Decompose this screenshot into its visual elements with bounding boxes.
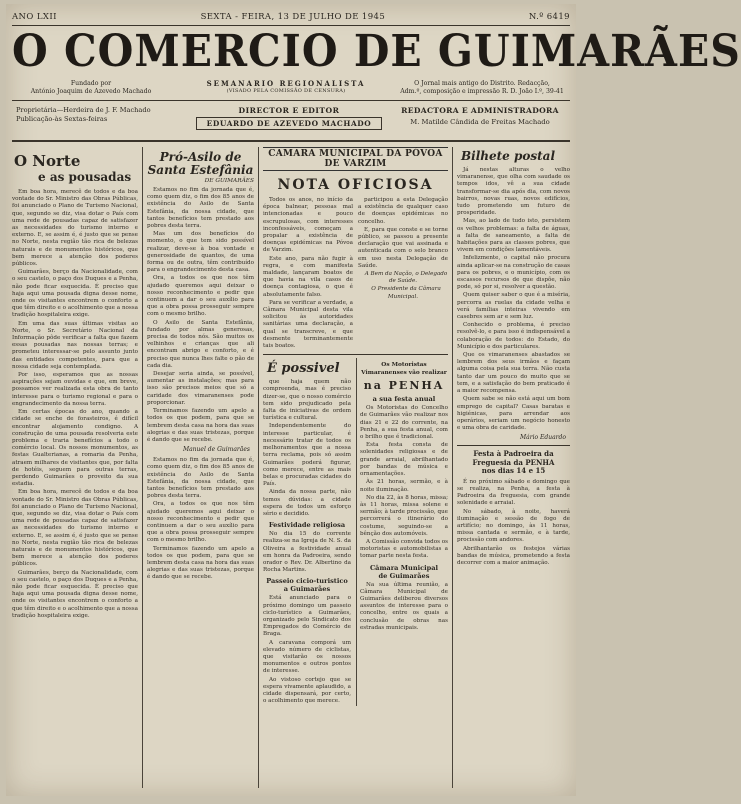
header-topline [12, 12, 570, 24]
camara-heading: CAMARA MUNICIPAL DA PÓVOA DE VARZIM [263, 147, 448, 171]
divider [263, 354, 448, 355]
penha-pre: Os Motoristas Vimaranenses vão realizar [361, 362, 447, 377]
office-line-2: Adm.º, composição e impressão R. D. João I.º, 39-41 [400, 87, 564, 95]
paragraph: Terminamos fazendo um apelo a todos os que podem, para que se lembrem desta casa na hora das suas alegrias e das suas tristezas, porque é dando que se recebe. [147, 545, 254, 581]
paragraph: Que os vimaranenses abastados se lembrem dos seus irmãos e façam alguma coisa pela sua terra. Não custa tanto dar um pouco do muito que se tem, e a satisfação do bem praticado é a maior recompensa. [457, 352, 570, 395]
paragraph: No dia 15 do corrente realiza-se na Igreja de N. S. da Oliveira a festividade anual em honra da Padroeira, sendo orador o Rev. Dr. Albertino da Rocha Martins. [263, 531, 351, 574]
column-divider [142, 147, 143, 788]
column-divider [258, 147, 259, 788]
paragraph: Esta festa consta de solenidades religiosas e de grande arraial, abrilhantado por bandas de música e ornamentações. [360, 442, 448, 478]
paragraph: Para se verificar a verdade, a Câmara Municipal desta vila solicitou às autoridades sanitárias uma declaração, a qual se transcreve, e que desmente terminantemente tais boatos. [263, 299, 353, 350]
penha-sub: a sua festa anual [372, 395, 436, 404]
paragraph: No sábado, à noite, haverá iluminação e sessão de fogo de artifício; no domingo, às 11 horas, missa cantada e sermão, e à tarde, procissão com andores. [457, 508, 570, 544]
director-name: EDUARDO DE AZEVEDO MACHADO [196, 117, 382, 130]
center-section [263, 147, 448, 790]
camara-gmr-line-1: Câmara Municipal [369, 563, 439, 572]
paragraph: Em certas épocas do ano, quando a cidade se enche de forasteiros, é difícil encontrar alojamento condigno. A construção de uma pousada resolveria este problema e traria benefícios a todo o comércio local. Os nossos monumentos, as festas Gualterianas, a romaria da Penha, atraem milhares de visitantes que, por falta de hotéis, seguem para outras terras, perdendo Guimarães o proveito da sua estadia. [12, 409, 138, 488]
passeio-title [263, 577, 351, 593]
bilhete-signature: Mário Eduardo [519, 434, 566, 442]
column-divider [452, 147, 453, 788]
asilo-signature: Manuel de Guimarães [182, 446, 250, 454]
paragraph: Quem sabe se não está aqui um bom emprego de capital? Casas baratas e higiénicas, para arrendar aos operários, seriam um negócio honesto e uma obra de caridade. [457, 396, 570, 432]
festa-title-line-2: Freguesia da PENHA [472, 457, 555, 467]
founder-block [16, 80, 166, 95]
passeio-body [263, 595, 351, 705]
paragraph: Ainda da nossa parte, não temos dúvidas: a cidade espera de todos um esforço sério e decidido. [263, 489, 351, 517]
festividade-body [263, 531, 351, 574]
norte-title-line-2: e as pousadas [38, 170, 132, 184]
paragraph: A caravana comporá um elevado número de ciclistas, que visitarão os nossos monumentos e outros pontos de interesse. [263, 639, 351, 675]
paragraph: Infelizmente, o capital não procura ainda aplicar-se na construção de casas para os pobres, e o município, com os escassos recursos de que dispõe, não pode, só por si, resolver a questão. [457, 255, 570, 291]
paragraph: O Asilo de Santa Estefânia, fundado por almas generosas, precisa de todos nós. São muitos os velhinhos e crianças que ali encontram abrigo e conforto, e é preciso que nunca lhes falte o pão de cada dia. [147, 319, 254, 369]
possivel-title: É possivel [267, 361, 340, 377]
founded-label: Fundado por [70, 80, 112, 87]
paragraph: Em uma das suas últimas visitas ao Norte, o Sr. Secretário Nacional da Informação pôde verificar a falta que fazem essas pousadas nas nossas terras; e prometeu interessar-se pelo assunto junto das entidades competentes, para que a nossa cidade seja contemplada. [12, 320, 138, 370]
divider [12, 140, 570, 142]
weekly-label: SEMANARIO REGIONALISTA [206, 79, 366, 88]
nota-body-left [263, 197, 353, 351]
norte-body [12, 189, 138, 620]
paragraph: Ao vistoso cortejo que se espera vivamente aplaudido, a cidade dispensará, por certo, o acolhimento que merece. [263, 676, 351, 705]
paragraph: Este ano, para não fugir à regra, e com manifesta maldade, lançaram boatos de que havia na vila casos de doença contagiosa, o que é absolutamente falso. [263, 255, 353, 298]
paragraph: participou a esta Delegação a existência de qualquer caso de doenças epidémicas no concelho. [358, 197, 448, 225]
asilo-body [147, 187, 254, 444]
office-line-1: O Jornal mais antigo do Distrito. Redacção, [414, 80, 550, 87]
festa-body [457, 479, 570, 567]
paragraph: Quem quiser saber o que é a miséria, percorra as ruelas da cidade velha e verá famílias inteiras vivendo em casebres sem ar e sem luz. [457, 292, 570, 321]
newspaper-page [6, 4, 741, 796]
lower-columns [263, 358, 448, 706]
year-label: ANO LXII [12, 12, 57, 22]
nota-columns [263, 197, 448, 351]
paragraph: Conhecido o problema, é preciso resolvê-lo, e para isso é indispensável a colaboração de todos: do Estado, do Município e dos particulares. [457, 322, 570, 350]
paragraph: A Bem da Nação, o Delegado de Saúde. [364, 271, 448, 285]
nota-title: NOTA OFICIOSA [277, 177, 434, 193]
festividade-title: Festividade religiosa [268, 521, 346, 530]
admin-block [390, 106, 570, 126]
paragraph: Às 21 horas, sermão, e à noite iluminação. [360, 479, 448, 493]
paragraph: Mas um dos benefícios do momento, o que tem sido possível realizar, deve-se à boa vontade e generosidade de quantos, de uma forma ou de outra, têm contribuído para o engrandecimento desta casa. [147, 231, 254, 274]
paragraph: Guimarães, berço da Nacionalidade, com o seu castelo, o paço dos Duques e a Penha, não pode ficar esquecida. É preciso que haja aqui uma pousada digna desse nome, onde os visitantes encontrem o conforto a que têm direito e o acolhimento que a nossa tradição hospitaleira exige. [12, 569, 138, 619]
director-title: DIRECTOR E EDITOR [238, 106, 340, 115]
camara-gmr-body [360, 582, 448, 632]
norte-title [14, 153, 138, 185]
paragraph: Estamos no fim da jornada que é, como quem diz, o fim dos 85 anos de existência do Asilo de Santa Estefânia, da nossa cidade, que tantos benefícios tem prestado aos pobres desta terra. [147, 457, 254, 500]
festa-title-line-3: nos dias 14 e 15 [481, 466, 546, 476]
paragraph: Está anunciado para o próximo domingo um passeio ciclo-turístico a Guimarães, organizado pelo Sindicato dos Empregados do Comércio de Braga. [263, 595, 351, 638]
founder-name: António Joaquim de Azevedo Machado [30, 87, 152, 95]
paragraph: É no próximo sábado e domingo que se realiza, na Penha, a festa à Padroeira da freguesia, com grande solenidade e arraial. [457, 478, 570, 507]
festa-title-line-1: Festa à Padroeira da [473, 449, 554, 459]
penha-column [356, 358, 448, 706]
passeio-title-line-1: Passeio cicio-turistico [266, 577, 348, 586]
paragraph: Já nestas alturas o velho vimaranense, que olha com saudade os tempos idos, vê a sua cidade transformar-se dia após dia, com novos bairros, novas ruas, novos edifícios, tudo prometendo um futuro de prosperidade. [457, 167, 570, 217]
owner-block [16, 106, 186, 136]
censor-note: (VISADO PELA COMISSÃO DE CENSURA) [226, 87, 346, 94]
asilo-title-line-1: Pró-Asilo de [159, 150, 242, 164]
office-block [396, 80, 568, 95]
paragraph: Ora, a todos os que nos têm ajudado queremos aqui deixar o nosso reconhecimento e pedir que continuem a dar o seu auxílio para que a obra possa prosseguir sempre com o mesmo brilho. [147, 275, 254, 318]
bilhete-body [457, 167, 570, 432]
divider [12, 100, 570, 101]
paragraph: Na sua última reunião, a Câmara Municipal de Guimarães deliberou diversos assuntos de interesse para o concelho, entre os quais a conclusão de obras nas estradas municipais. [360, 581, 448, 631]
asilo-title-line-2: Santa Estefânia [147, 163, 254, 177]
norte-title-line-1: O Norte [14, 152, 81, 170]
article-bilhete [457, 147, 570, 790]
owner-label: Proprietária—Herdeira de J. F. Machado [16, 106, 151, 114]
date-label: SEXTA - FEIRA, 13 DE JULHO DE 1945 [200, 12, 386, 22]
paragraph: Estamos no fim da jornada que é, como quem diz, o fim dos 85 anos de existência do Asilo de Santa Estefânia, da nossa cidade, que tantos benefícios tem prestado aos pobres desta terra. [147, 187, 254, 230]
passeio-title-line-2: a Guimarães [283, 585, 331, 594]
paragraph: A Comissão convida todos os motoristas e automobilistas a tomar parte nesta festa. [360, 538, 448, 560]
paragraph: Por isso, esperamos que as nossas aspirações sejam ouvidas e que, em breve, possamos ver realizada esta obra de tanto interesse para o turismo regional e para o engrandecimento da nossa terra. [12, 372, 138, 407]
paragraph: Em boa hora, merecê de todos e da boa vontade do Sr. Ministro das Obras Públicas, foi anunciado o Plano de Turismo Nacional, que, segundo se diz, visa dotar o País com uma rede de pousadas capaz de satisfazer as necessidades do turismo interno e externo. E, se assim é, é justo que se pense no Norte, nesta região tão rica de belezas naturais e de monumentos históricos, que bem merece a atenção dos poderes públicos. [12, 189, 138, 268]
penha-title: na PENHA [363, 379, 445, 393]
nota-body-right [358, 197, 448, 351]
paragraph: Abrilhantarão os festejos várias bandas de música, prometendo a festa decorrer com a maior animação. [457, 545, 570, 567]
paragraph: E, para que conste e se torne público, se passou a presente declaração que vai assinada e autenticada com o selo branco em uso nesta Delegação de Saúde. [358, 226, 448, 269]
director-block [196, 106, 382, 130]
paragraph: Terminamos fazendo um apelo a todos os que podem, para que se lembrem desta casa na hora das suas alegrias e das suas tristezas, porque é dando que se recebe. [147, 408, 254, 443]
publication-label: Publicação-às Sextas-feiras [16, 115, 108, 123]
bilhete-title: Bilhete postal [461, 149, 556, 163]
weekly-block [186, 80, 386, 95]
camara-gmr-line-2: de Guimarães [378, 571, 430, 580]
admin-title: REDACTORA E ADMINISTRADORA [401, 106, 559, 115]
paragraph: que haja quem não compreenda, mas é preciso dizer-se, que o nosso comércio tem sido prejudicado pela falta de iniciativas de ordem turística e cultural. [263, 379, 351, 422]
article-norte [12, 147, 138, 790]
issue-number: N.º 6419 [528, 12, 570, 22]
paragraph: Os Motoristas do Concelho de Guimarães vão realizar nos dias 21 e 22 do corrente, na Penha, a sua festa anual, com o brilho que é tradicional. [360, 405, 448, 441]
paragraph: O Presidente da Câmara Municipal. [371, 286, 441, 300]
possivel-body [263, 379, 351, 518]
paragraph: Ora, a todos os que nos têm ajudado queremos aqui deixar o nosso reconhecimento e pedir que continuem a dar o seu auxílio para que a obra possa prosseguir sempre com o mesmo brilho. [147, 501, 254, 544]
paragraph: Todos os anos, no início da época balnear, pessoas mal intencionadas e pouco escrupulosas, com interesses inconfessáveis, começam a propalar a existência de doenças epidémicas na Póvoa de Varzim. [263, 197, 353, 254]
asilo-body-cont [147, 457, 254, 581]
paragraph: Mas, ao lado de tudo isto, persistem os velhos problemas: a falta de águas, a falta de saneamento, a falta de habitações para as classes pobres, que vivem em condições lamentáveis. [457, 218, 570, 254]
admin-name: M. Matilde Cândida de Freitas Machado [410, 118, 550, 126]
paragraph: Independentemente do interesse particular, é necessário tratar de todos os melhoramentos que a nossa terra reclama, pois só assim Guimarães poderá figurar, como merece, entre as mais belas e procuradas cidades do País. [263, 423, 351, 488]
divider [457, 445, 570, 446]
masthead-title: O COMERCIO DE GUIMARÃES [12, 25, 741, 77]
paragraph: Desejar seria ainda, se possível, aumentar as instalações; mas para isso são precisos meios que só a caridade dos vimaranenses pode proporcionar. [147, 371, 254, 406]
paragraph: Em boa hora, merecê de todos e da boa vontade do Sr. Ministro das Obras Públicas, foi anunciado o Plano de Turismo Nacional, que, segundo se diz, visa dotar o País com uma rede de pousadas capaz de satisfazer as necessidades do turismo interno e externo. E, se assim é, é justo que se pense no Norte, nesta região tão rica de belezas naturais e de monumentos históricos, que bem merece a atenção dos poderes públicos. [12, 489, 138, 568]
festa-title [457, 450, 570, 476]
paragraph: No dia 22, às 8 horas, missa; às 11 horas, missa solene e sermão; à tarde procissão, que percorrerá o itinerário do costume, seguindo-se a bênção dos automóveis. [360, 494, 448, 537]
paragraph: Guimarães, berço da Nacionalidade, com o seu castelo, o paço dos Duques e a Penha, não pode ficar esquecida. É preciso que haja aqui uma pousada digna desse nome, onde os visitantes encontrem o conforto a que têm direito e o acolhimento que a nossa tradição hospitaleira exige. [12, 269, 138, 319]
possivel-column [263, 358, 351, 706]
camara-gmr-title [360, 564, 448, 580]
article-asilo [147, 147, 254, 790]
asilo-place: DE GUIMARÃES [204, 178, 254, 184]
penha-body [360, 405, 448, 560]
